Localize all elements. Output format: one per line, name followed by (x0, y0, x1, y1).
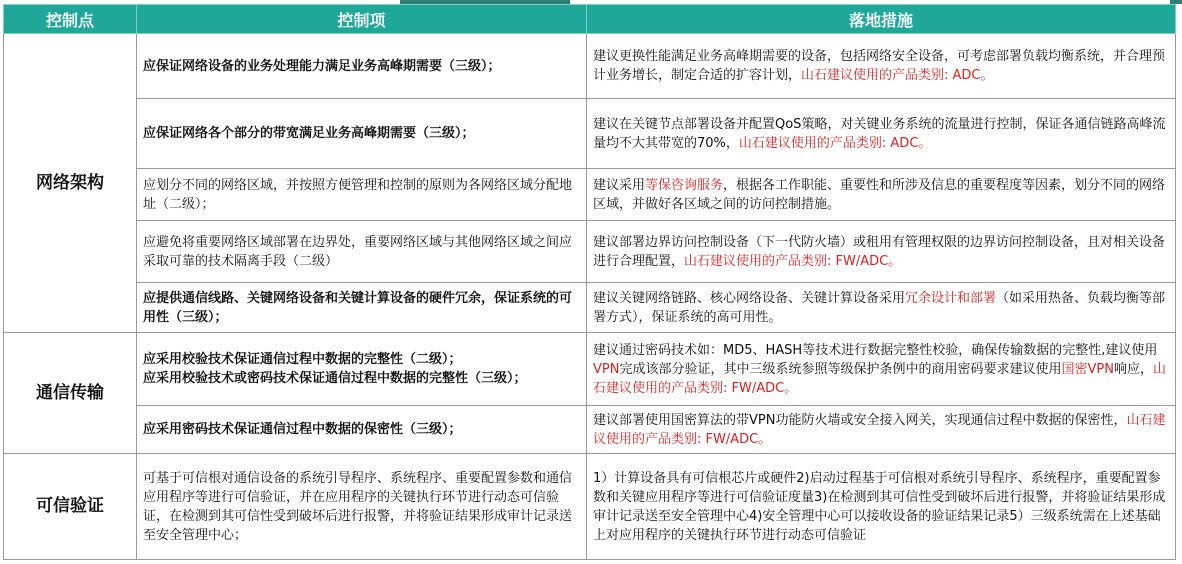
control-item-cell: 应保证网络设备的业务处理能力满足业务高峰期需要（三级）； (137, 34, 587, 99)
table-row (4, 283, 1176, 333)
category-trusted-verification: 可信验证 (4, 454, 137, 560)
measure-cell: 建议关键网络链路、核心网络设备、关键计算设备采用冗余设计和部署（如采用热备、负载均衡等部署方式），保证系统的高可用性。 (587, 283, 1176, 333)
header-measures: 落地措施 (587, 5, 1176, 34)
header-control-item: 控制项 (137, 5, 587, 34)
control-item-cell: 应避免将重要网络区域部署在边界处，重要网络区域与其他网络区域之间应采取可靠的技术隔离手段（二级） (137, 221, 587, 283)
measure-cell: 建议通过密码技术如：MD5、HASH等技术进行数据完整性校验，确保传输数据的完整性,建议使用VPN完成该部分验证，其中三级系统参照等级保护条例中的商用密码要求建议使用国密VPN响应，山石建议使用的产品类别: FW/ADC。 (587, 333, 1176, 406)
table-row (4, 169, 1176, 221)
control-item-cell: 可基于可信根对通信设备的系统引导程序、系统程序、重要配置参数和通信应用程序等进行可信验证，并在应用程序的关键执行环节进行动态可信验证，在检测到其可信性受到破坏后进行报警，并将验证结果形成审计记录送至安全管理中心； (137, 454, 587, 560)
table-header-row (4, 5, 1176, 34)
measure-cell: 建议部署使用国密算法的带VPN功能防火墙或安全接入网关，实现通信过程中数据的保密性，山石建议使用的产品类别: FW/ADC。 (587, 406, 1176, 454)
measure-cell: 建议部署边界访问控制设备（下一代防火墙）或租用有管理权限的边界访问控制设备，且对相关设备进行合理配置，山石建议使用的产品类别: FW/ADC。 (587, 221, 1176, 283)
header-control-point: 控制点 (4, 5, 137, 34)
control-item-cell: 应采用密码技术保证通信过程中数据的保密性（三级）； (137, 406, 587, 454)
table-row (4, 99, 1176, 169)
control-item-cell: 应采用校验技术保证通信过程中数据的完整性（二级）； 应采用校验技术或密码技术保证通信过程中数据的完整性（三级）； (137, 333, 587, 406)
control-item-cell: 应划分不同的网络区域，并按照方便管理和控制的原则为各网络区域分配地址（二级）； (137, 169, 587, 221)
measure-cell: 1）计算设备具有可信根芯片或硬件2)启动过程基于可信根对系统引导程序、系统程序，重要配置参数和关键应用程序等进行可信验证度量3)在检测到其可信性受到破坏后进行报警，并将验证结果形成审计记录送至安全管理中心4)安全管理中心可以接收设备的验证结果记录5）三级系统需在上述基础上对应用程序的关键执行环节进行动态可信验证 (587, 454, 1176, 560)
control-table (3, 4, 1176, 560)
control-item-cell: 应保证网络各个部分的带宽满足业务高峰期需要（三级）； (137, 99, 587, 169)
table-row (4, 34, 1176, 99)
category-network-architecture: 网络架构 (4, 34, 137, 333)
table-row (4, 454, 1176, 560)
measure-cell: 建议采用等保咨询服务，根据各工作职能、重要性和所涉及信息的重要程度等因素，划分不同的网络区域，并做好各区域之间的访问控制措施。 (587, 169, 1176, 221)
table-row (4, 221, 1176, 283)
control-item-cell: 应提供通信线路、关键网络设备和关键计算设备的硬件冗余，保证系统的可用性（三级）； (137, 283, 587, 333)
measure-cell: 建议更换性能满足业务高峰期需要的设备，包括网络安全设备，可考虑部署负载均衡系统，并合理预计业务增长，制定合适的扩容计划，山石建议使用的产品类别: ADC。 (587, 34, 1176, 99)
table-row (4, 333, 1176, 406)
table-row (4, 406, 1176, 454)
measure-cell: 建议在关键节点部署设备并配置QoS策略，对关键业务系统的流量进行控制，保证各通信链路高峰流量均不大其带宽的70%，山石建议使用的产品类别: ADC。 (587, 99, 1176, 169)
category-communication-transmission: 通信传输 (4, 333, 137, 454)
